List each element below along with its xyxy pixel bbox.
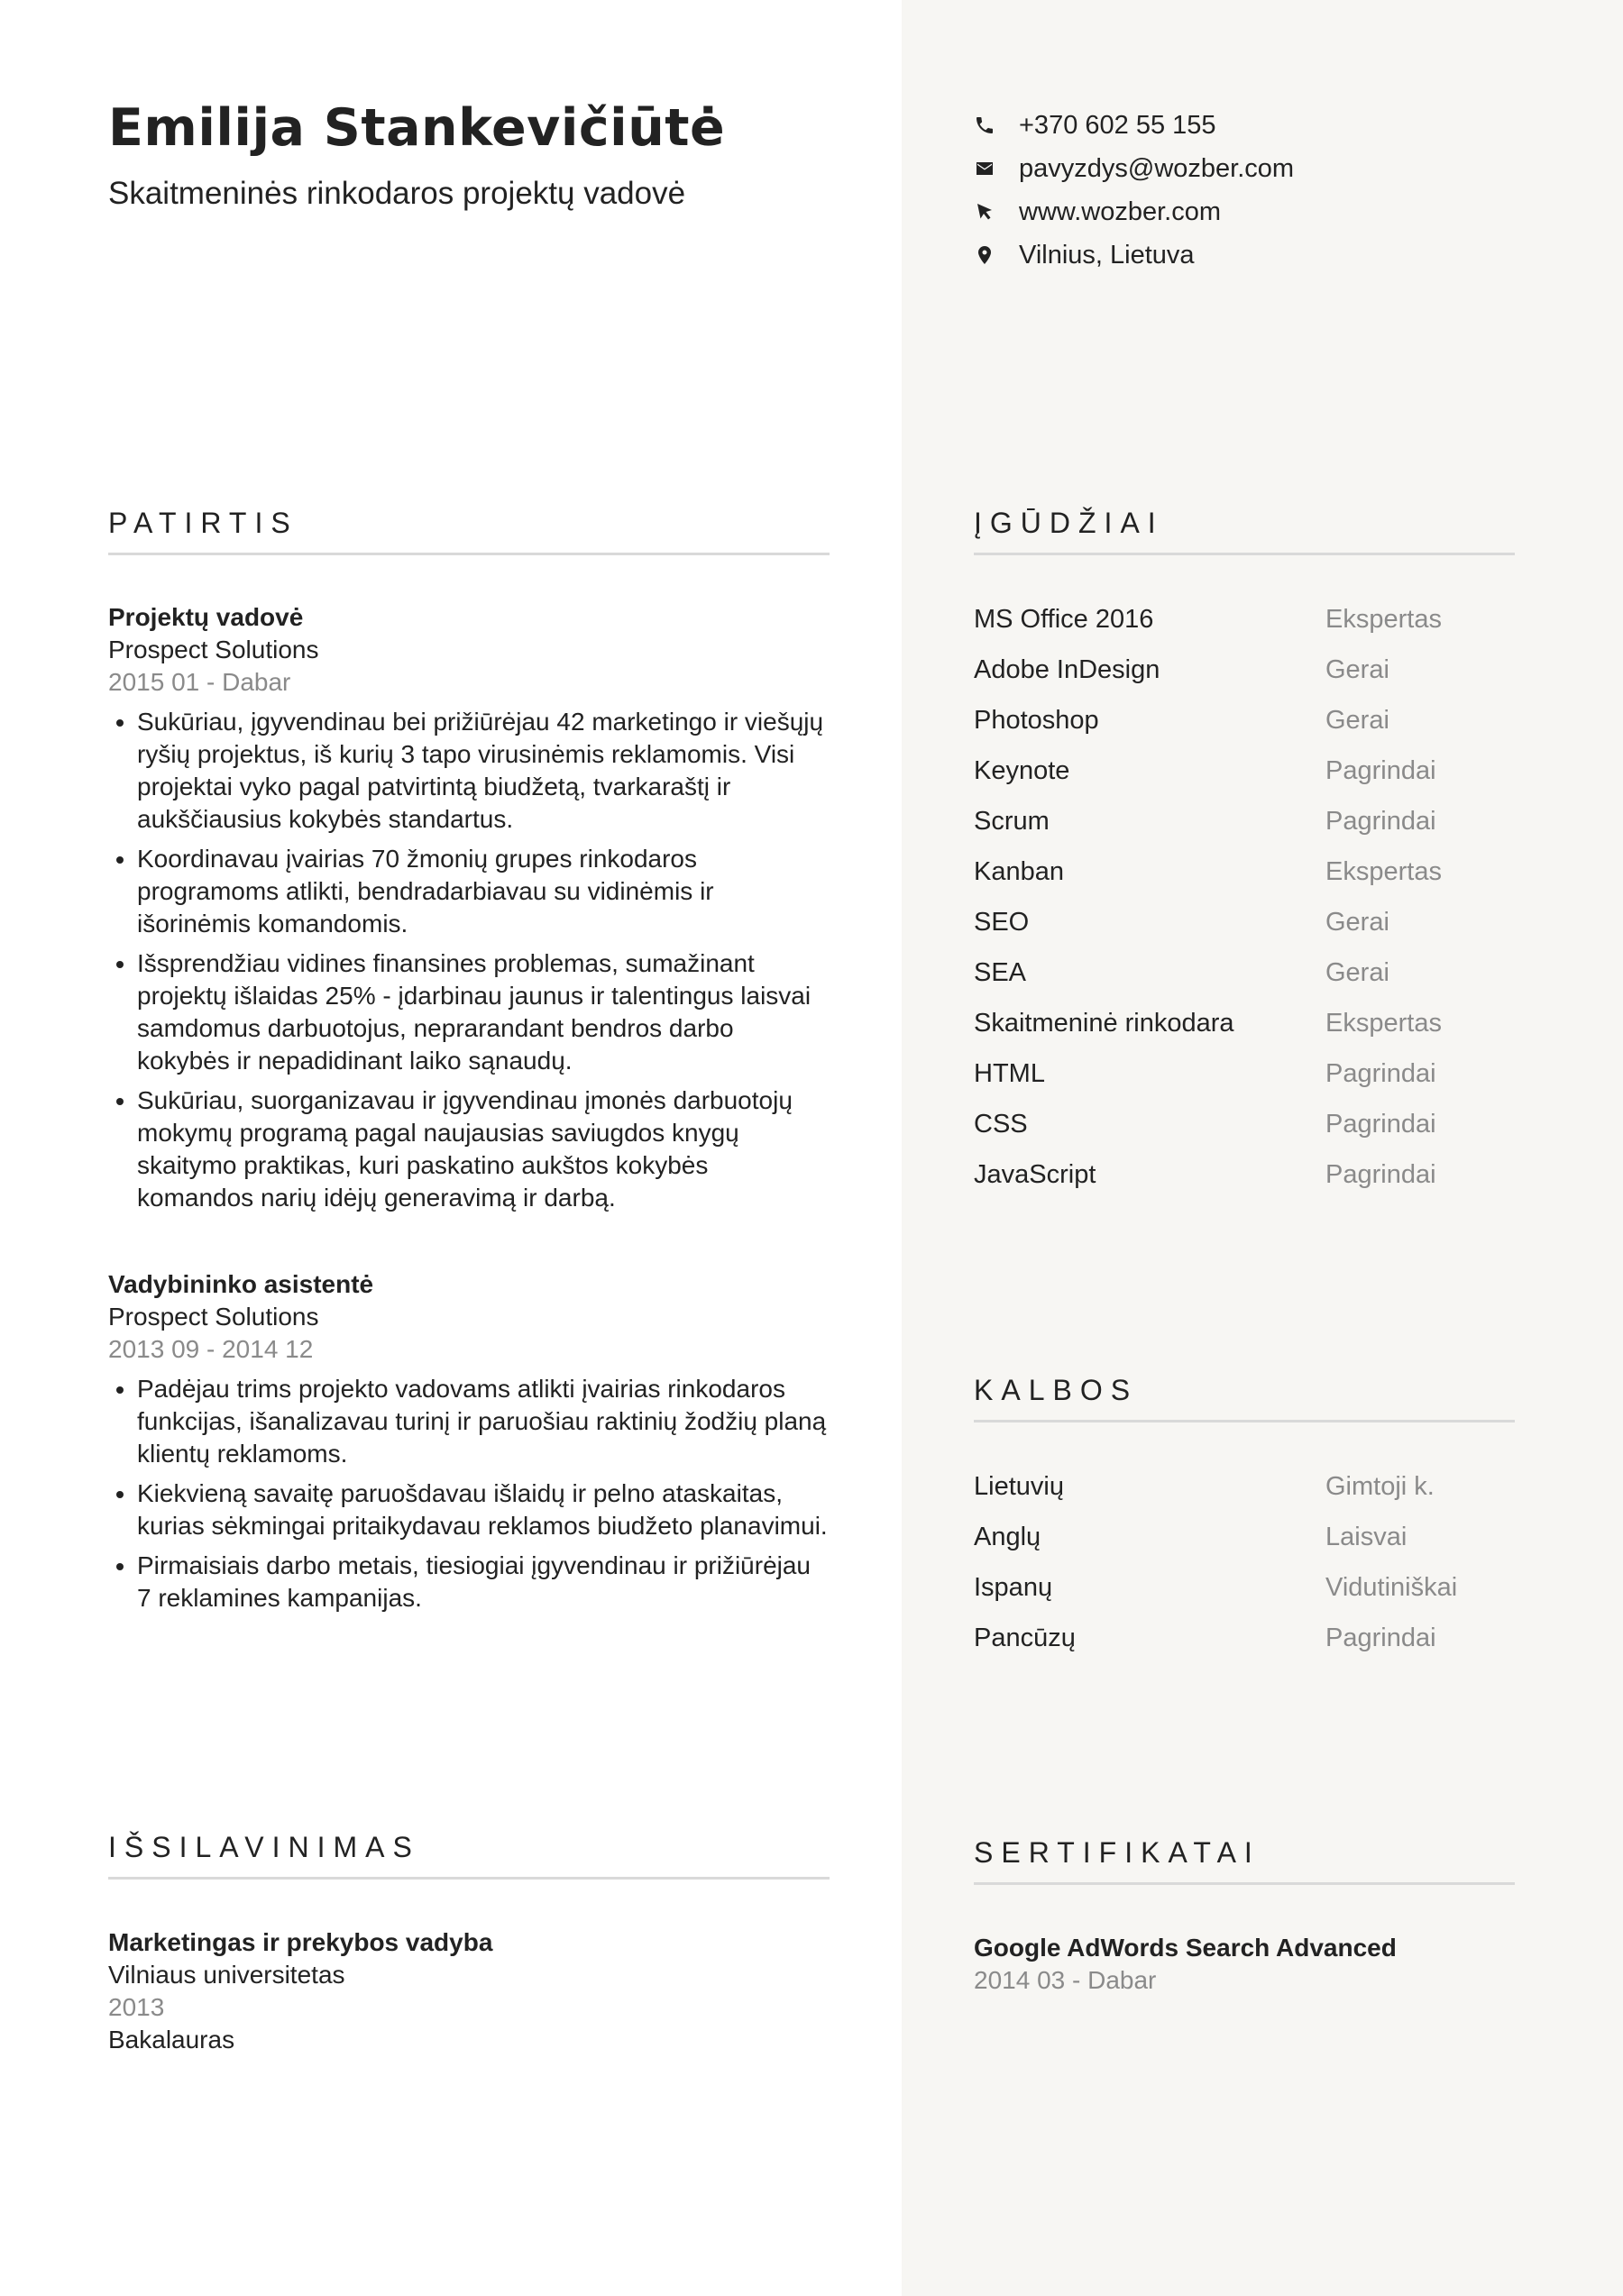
language-row <box>974 1613 1560 1663</box>
languages-heading: KALBOS <box>974 1376 1515 1422</box>
skills-heading: ĮGŪDŽIAI <box>974 508 1515 555</box>
language-level: Pagrindai <box>1325 1623 1436 1652</box>
job-bullet: • Kiekvieną savaitę paruošdavau išlaidų ir pelno ataskaitas, kurias sėkmingai pritaikydavau reklamos biudžeto planavimui. <box>137 1477 830 1542</box>
language-row <box>974 1512 1560 1562</box>
contact-phone-text[interactable]: +370 602 55 155 <box>1019 110 1216 140</box>
job-period: 2015 01 - Dabar <box>108 668 291 696</box>
skill-name: MS Office 2016 <box>974 604 1154 634</box>
skill-row <box>974 846 1560 897</box>
skill-level: Pagrindai <box>1325 1109 1436 1139</box>
experience-entry <box>108 1268 830 1622</box>
skill-row <box>974 1149 1560 1200</box>
job-role: Vadybininko asistentė <box>108 1270 374 1298</box>
contact-email-text[interactable]: pavyzdys@wozber.com <box>1019 153 1295 183</box>
language-level: Gimtoji k. <box>1325 1471 1435 1501</box>
phone-icon <box>974 114 995 136</box>
job-bullets <box>108 706 830 1214</box>
contact-website-text[interactable]: www.wozber.com <box>1019 197 1222 226</box>
education-level: Bakalauras <box>108 2026 235 2054</box>
skill-row <box>974 1048 1560 1099</box>
skill-level: Ekspertas <box>1325 1008 1442 1038</box>
certificate-title: Google AdWords Search Advanced <box>974 1934 1397 1962</box>
skill-level: Pagrindai <box>1325 1159 1436 1189</box>
certificates-heading: SERTIFIKATAI <box>974 1838 1515 1885</box>
cursor-icon <box>974 201 995 223</box>
skill-level: Ekspertas <box>1325 604 1442 634</box>
certificate-period: 2014 03 - Dabar <box>974 1966 1157 1994</box>
skill-row <box>974 897 1560 947</box>
languages-list <box>974 1461 1560 1663</box>
contact-location <box>974 233 1560 277</box>
education-school: Vilniaus universitetas <box>108 1961 345 1989</box>
education-heading: IŠSILAVINIMAS <box>108 1833 830 1880</box>
contact-phone <box>974 104 1560 147</box>
skill-level: Ekspertas <box>1325 856 1442 886</box>
skill-row <box>974 998 1560 1048</box>
skill-row <box>974 947 1560 998</box>
certificate-entry <box>974 1932 1397 1997</box>
skills-list <box>974 594 1560 1200</box>
contact-list <box>974 104 1560 277</box>
job-bullet: • Sukūriau, įgyvendinau bei prižiūrėjau 42 marketingo ir viešųjų ryšių projektus, iš kurių 3 tapo virusinėmis reklamomis. Visi projektai vyko pagal patvirtintą biudžetą, tvarkaraštį ir aukščiausius kokybės standartus. <box>137 706 830 836</box>
skill-level: Gerai <box>1325 907 1389 937</box>
language-name: Lietuvių <box>974 1471 1064 1501</box>
skill-level: Pagrindai <box>1325 1058 1436 1088</box>
job-period: 2013 09 - 2014 12 <box>108 1335 314 1363</box>
skill-name: Adobe InDesign <box>974 654 1160 684</box>
education-entry <box>108 1926 830 2056</box>
job-role: Projektų vadovė <box>108 603 304 631</box>
job-company: Prospect Solutions <box>108 636 319 663</box>
job-bullet: • Padėjau trims projekto vadovams atlikti įvairias rinkodaros funkcijas, išanalizavau turinį ir paruošiau raktinių žodžių planą klientų reklamoms. <box>137 1373 830 1470</box>
contact-email <box>974 147 1560 190</box>
language-name: Ispanų <box>974 1572 1053 1602</box>
skill-row <box>974 695 1560 746</box>
candidate-name: Emilija Stankevičiūtė <box>108 98 726 158</box>
language-name: Anglų <box>974 1522 1041 1551</box>
job-bullet: • Pirmaisiais darbo metais, tiesiogiai įgyvendinau ir prižiūrėjau 7 reklamines kampanijas. <box>137 1550 830 1615</box>
job-bullet: • Koordinavau įvairias 70 žmonių grupes rinkodaros programoms atlikti, bendradarbiavau su vidinėmis ir išorinėmis komandomis. <box>137 843 830 940</box>
skill-name: SEO <box>974 907 1030 937</box>
skill-name: JavaScript <box>974 1159 1096 1189</box>
language-level: Laisvai <box>1325 1522 1408 1551</box>
job-bullet: • Išsprendžiau vidines finansines problemas, sumažinant projektų išlaidas 25% - įdarbinau jaunus ir talentingus laisvai samdomus darbuotojus, neprarandant bendros darbo kokybės ir nepadidinant laiko sąnaudų. <box>137 947 830 1077</box>
skill-name: Keynote <box>974 755 1070 785</box>
skill-level: Gerai <box>1325 654 1389 684</box>
skill-name: Skaitmeninė rinkodara <box>974 1008 1234 1038</box>
job-company: Prospect Solutions <box>108 1303 319 1331</box>
skill-name: Scrum <box>974 806 1050 836</box>
skill-level: Pagrindai <box>1325 806 1436 836</box>
language-row <box>974 1562 1560 1613</box>
language-level: Vidutiniškai <box>1325 1572 1458 1602</box>
skill-row <box>974 594 1560 645</box>
skill-level: Pagrindai <box>1325 755 1436 785</box>
job-bullet: • Sukūriau, suorganizavau ir įgyvendinau įmonės darbuotojų mokymų programą pagal naujausias saviugdos knygų skaitymo praktikas, kuri paskatino aukštos kokybės komandos narių idėjų generavimą ir darbą. <box>137 1084 830 1214</box>
language-row <box>974 1461 1560 1512</box>
skill-name: HTML <box>974 1058 1045 1088</box>
skill-name: CSS <box>974 1109 1028 1139</box>
skill-level: Gerai <box>1325 957 1389 987</box>
skill-name: Photoshop <box>974 705 1099 735</box>
skill-name: SEA <box>974 957 1027 987</box>
language-name: Pancūzų <box>974 1623 1076 1652</box>
education-degree: Marketingas ir prekybos vadyba <box>108 1928 493 1956</box>
mail-icon <box>974 158 995 179</box>
skill-row <box>974 746 1560 796</box>
skill-level: Gerai <box>1325 705 1389 735</box>
location-pin-icon <box>974 244 995 266</box>
skill-row <box>974 796 1560 846</box>
skill-name: Kanban <box>974 856 1064 886</box>
skill-row <box>974 1099 1560 1149</box>
experience-entry <box>108 601 830 1221</box>
contact-location-text: Vilnius, Lietuva <box>1019 240 1195 270</box>
education-year: 2013 <box>108 1993 165 2021</box>
experience-heading: PATIRTIS <box>108 508 830 555</box>
job-bullets <box>108 1373 830 1615</box>
skill-row <box>974 645 1560 695</box>
job-title: Skaitmeninės rinkodaros projektų vadovė <box>108 176 686 211</box>
contact-website <box>974 190 1560 233</box>
